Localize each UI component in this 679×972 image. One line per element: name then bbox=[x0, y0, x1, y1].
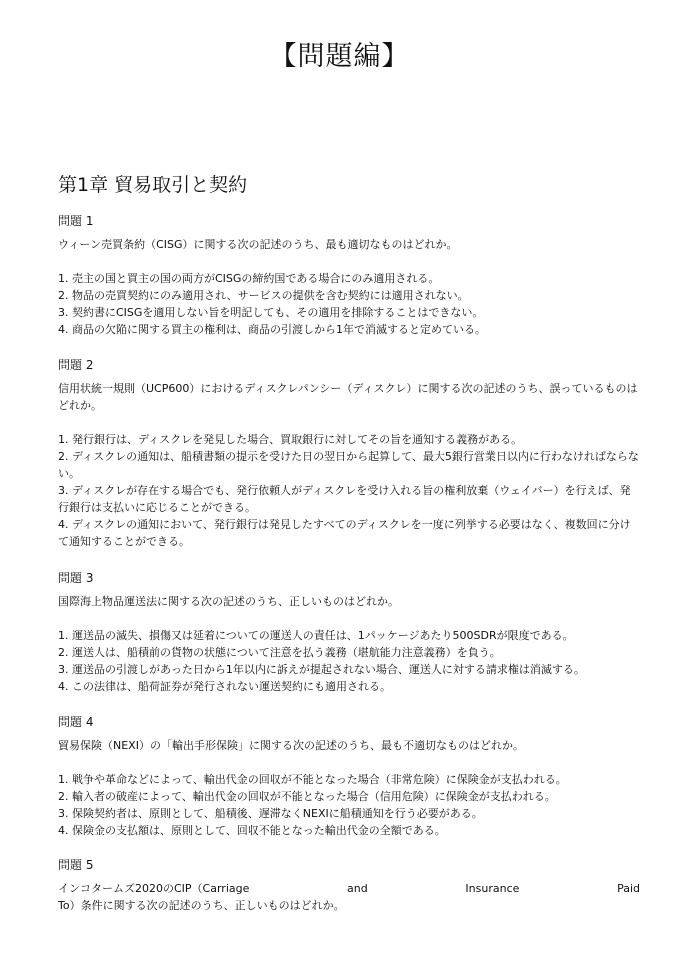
option-item: 3. ディスクレが存在する場合でも、発行依頼人がディスクレを受け入れる旨の権利放棄（ウェイバー）を行えば、発行銀行は支払いに応じることができる。 bbox=[58, 484, 631, 514]
option-item: 1. 売主の国と買主の国の両方がCISGの締約国である場合にのみ適用される。 bbox=[58, 272, 440, 285]
justified-word: Insurance bbox=[465, 882, 520, 895]
question-5 bbox=[58, 857, 640, 914]
justified-word: Paid bbox=[617, 882, 640, 895]
document-title: 【問題編】 bbox=[269, 41, 410, 72]
option-item: 3. 運送品の引渡しがあった日から1年以内に訴えが提起されない場合、運送人に対する請求権は消滅する。 bbox=[58, 663, 585, 676]
question-4 bbox=[58, 714, 640, 839]
question-text-line-2: To）条件に関する次の記述のうち、正しいものはどれか。 bbox=[58, 899, 345, 912]
option-item: 1. 発行銀行は、ディスクレを発見した場合、買取銀行に対してその旨を通知する義務がある。 bbox=[58, 433, 523, 446]
option-list bbox=[58, 627, 640, 695]
option-item: 4. 商品の欠陥に関する買主の権利は、商品の引渡しから1年で消滅すると定めている。 bbox=[58, 323, 486, 336]
question-text: 国際海上物品運送法に関する次の記述のうち、正しいものはどれか。 bbox=[58, 595, 399, 608]
question-text: 信用状統一規則（UCP600）におけるディスクレパンシー（ディスクレ）に関する次の記述のうち、誤っているものはどれか。 bbox=[58, 382, 638, 412]
option-item: 2. 輸入者の破産によって、輸出代金の回収が不能となった場合（信用危険）に保険金が支払われる。 bbox=[58, 790, 556, 803]
justified-word: インコタームズ2020のCIP（Carriage bbox=[58, 882, 250, 895]
option-item: 3. 保険契約者は、原則として、船積後、遅滞なくNEXIに船積通知を行う必要がある。 bbox=[58, 807, 483, 820]
option-item: 4. この法律は、船荷証券が発行されない運送契約にも適用される。 bbox=[58, 680, 391, 693]
question-label: 問題 1 bbox=[58, 214, 94, 228]
question-1 bbox=[58, 213, 640, 338]
option-item: 4. 保険金の支払額は、原則として、回収不能となった輸出代金の全額である。 bbox=[58, 824, 446, 837]
option-list bbox=[58, 431, 640, 550]
option-item: 3. 契約書にCISGを適用しない旨を明記しても、その適用を排除することはできない。 bbox=[58, 306, 484, 319]
option-list bbox=[58, 771, 640, 839]
option-item: 2. ディスクレの通知は、船積書類の提示を受けた日の翌日から起算して、最大5銀行営業日以内に行わなければならない。 bbox=[58, 450, 639, 480]
justified-word: and bbox=[347, 882, 368, 895]
question-text: 貿易保険（NEXI）の「輸出手形保険」に関する次の記述のうち、最も不適切なものはどれか。 bbox=[58, 739, 524, 752]
question-3 bbox=[58, 570, 640, 695]
option-list bbox=[58, 270, 640, 338]
option-item: 1. 運送品の滅失、損傷又は延着についての運送人の責任は、1パッケージあたり500SDRが限度である。 bbox=[58, 629, 574, 642]
option-item: 2. 運送人は、船積前の貨物の状態について注意を払う義務（堪航能力注意義務）を負う。 bbox=[58, 646, 501, 659]
question-label: 問題 2 bbox=[58, 358, 94, 372]
option-item: 1. 戦争や革命などによって、輸出代金の回収が不能となった場合（非常危険）に保険金が支払われる。 bbox=[58, 773, 567, 786]
question-label: 問題 5 bbox=[58, 858, 94, 872]
question-label: 問題 3 bbox=[58, 571, 94, 585]
question-label: 問題 4 bbox=[58, 715, 94, 729]
question-text: ウィーン売買条約（CISG）に関する次の記述のうち、最も適切なものはどれか。 bbox=[58, 238, 458, 251]
chapter-heading: 第1章 貿易取引と契約 bbox=[58, 174, 248, 196]
option-item: 2. 物品の売買契約にのみ適用され、サービスの提供を含む契約には適用されない。 bbox=[58, 289, 469, 302]
question-2 bbox=[58, 357, 640, 550]
question-text-line-1 bbox=[58, 880, 640, 897]
option-item: 4. ディスクレの通知において、発行銀行は発見したすべてのディスクレを一度に列挙する必要はなく、複数回に分けて通知することができる。 bbox=[58, 518, 631, 548]
